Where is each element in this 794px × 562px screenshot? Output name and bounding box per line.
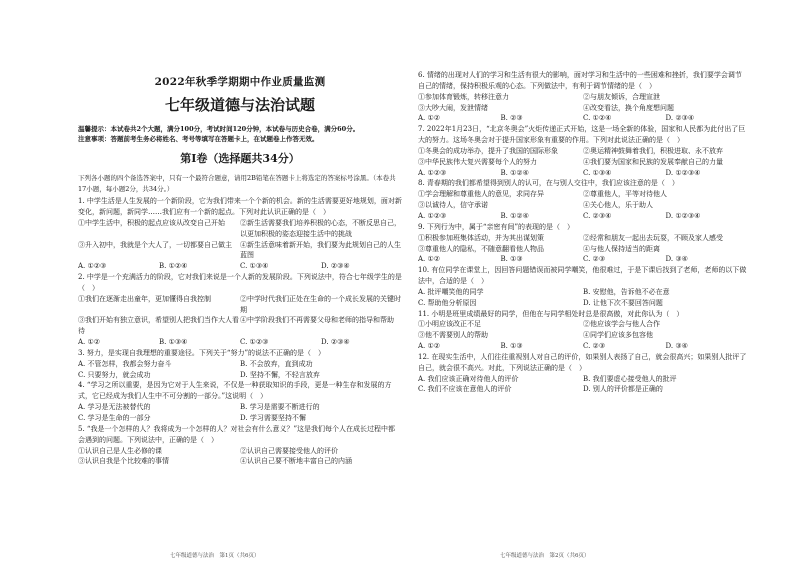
answer-choice: C. ①③④ <box>240 262 269 271</box>
question-option: ①小明应该改正不足 <box>418 320 481 329</box>
question-option: ③升入初中，我就是个大人了，一切都要自己做主 <box>78 240 232 249</box>
choice-row <box>418 254 748 265</box>
notice-line-2: 注意事项：答题前考生务必将姓名、考号等填写在答题卡上，在试题卷上作答无效。 <box>78 134 319 143</box>
answer-choice: A. ①②③ <box>418 168 447 177</box>
right-question-list <box>418 70 748 395</box>
answer-choice: A. ①② <box>418 114 441 123</box>
question-stem: 9. 下列行为中，属于“亲密有间”的表现的是（ ） <box>418 222 575 231</box>
footer-left: 七年级道德与法治 第1页（共6页） <box>170 553 260 559</box>
exam-title: 2022年秋季学期期中作业质量监测 <box>154 76 326 88</box>
question-option: ③尊重他人的隐私，不随意翻看他人物品 <box>418 244 544 253</box>
option-row <box>418 189 748 211</box>
answer-choice: D. ②③④ <box>321 338 350 347</box>
question-item <box>418 70 748 124</box>
question-option: A. 批评嘲笑他的同学 <box>418 287 484 296</box>
question-option: ③我们开始有独立意识，希望别人把我们当作大人看待 <box>78 316 239 336</box>
answer-choice: A. ①②③ <box>418 211 447 220</box>
question-option: B. 学习是需要不断进行的 <box>240 403 320 412</box>
question-item <box>78 380 402 423</box>
question-stem: 10. 有位同学在课堂上，因回答问题错误而被同学嘲笑，他很难过，于是下课后找到了老师，老师的以下做法中，合适的是（ ） <box>418 266 747 286</box>
question-option: D. 坚持不懈，不轻言放弃 <box>240 370 320 379</box>
option-row <box>78 402 402 424</box>
answer-choice: A. ①②③ <box>78 262 107 271</box>
question-option: ③中华民族伟大复兴需要每个人的努力 <box>418 157 537 166</box>
question-option: ①认识自己是人生必修的课 <box>78 446 162 455</box>
answer-choice: B. ②③ <box>500 114 523 123</box>
question-item <box>418 265 748 308</box>
question-option: ②他应该学会与他人合作 <box>583 320 660 329</box>
question-item <box>418 124 748 178</box>
choice-row <box>418 168 748 179</box>
question-stem: 11. 小明是班里成绩最好的同学，但他在与同学相处时总是很高傲，对此你认为（ ） <box>418 309 684 318</box>
question-option: ④认识自己要不断地丰富自己的内涵 <box>240 457 352 466</box>
answer-choice: D. ①②③④ <box>665 168 701 177</box>
answer-choice: D. ②③④ <box>665 114 695 123</box>
question-option: ②新生活需要我们培养积极的心态，不断反思自己，以更加积极的姿态迎接生活中的挑战 <box>240 218 401 238</box>
answer-choice: A. ①② <box>418 342 441 351</box>
question-option: D. 让他下次不要回答问题 <box>583 298 663 307</box>
answer-choice: B. ①②④ <box>500 168 529 177</box>
question-option: ④关心他人，乐于助人 <box>583 201 653 210</box>
answer-choice: C. ①②③ <box>240 338 269 347</box>
question-option: ②中学时代我们正处在生命的一个成长发展的关键时期 <box>240 294 401 314</box>
question-stem: 5. “我是一个怎样的人？我将成为一个怎样的人？对社会有什么意义？”这是我们每个人在成长过程中都会遇到的问题。下列说法中，正确的是（ ） <box>78 424 396 444</box>
question-option: ④中学阶段我们不再需要父母和老师的指导和帮助 <box>240 316 394 325</box>
question-option: ③大吵大闹，发泄情绪 <box>418 103 488 112</box>
question-option: B. 不会放弃，直到成功 <box>240 359 313 368</box>
answer-choice: C. ①③④ <box>583 168 612 177</box>
footer-right: 七年级道德与法治 第2页（共6页） <box>500 553 590 559</box>
question-item <box>418 178 748 221</box>
answer-choice: C. ②③ <box>583 342 606 351</box>
question-option: ①我们在逐渐走出童年，更加懂得自我控制 <box>78 294 211 303</box>
left-page <box>78 70 402 540</box>
answer-choice: D. ③④ <box>665 255 688 264</box>
question-stem: 7. 2022年1月23日，“北京冬奥会”火炬传递正式开始，这是一场全新的体验，国家和人民都为此付出了巨大的努力。这场冬奥会对于提升国家形象有重要的作用。下列对此说法正确的是（ ） <box>418 125 746 145</box>
option-row <box>78 359 402 381</box>
answer-choice: B. ①②④ <box>500 211 529 220</box>
question-option: ②与朋友倾诉，合理宣泄 <box>583 92 660 101</box>
question-option: D. 别人的评价都是正确的 <box>583 385 663 394</box>
choice-row <box>78 337 402 348</box>
question-option: ①参加体育锻炼，转移注意力 <box>418 92 509 101</box>
answer-choice: D. ①②③④ <box>665 211 701 220</box>
choice-row <box>418 113 748 124</box>
option-row <box>78 218 402 261</box>
choice-row <box>418 341 748 352</box>
question-option: ①积极参加班集体活动，并为其出谋划策 <box>418 233 544 242</box>
question-option: C. 学习是生命的一部分 <box>78 414 151 422</box>
instruction: 下列各小题的四个备选答案中，只有一个最符合题意，请用2B铅笔在答题卡上将选定的答案标号涂黑。（本卷共17小题，每小题2分，共34分。） <box>78 174 396 193</box>
question-item <box>418 309 748 352</box>
right-page <box>418 70 748 540</box>
question-option: ④与他人保持适当的距离 <box>583 244 660 253</box>
question-stem: 3. 努力，是实现自我理想的重要途径。下列关于“努力”的说法不正确的是（ ） <box>78 348 326 357</box>
question-item <box>78 196 402 272</box>
question-item <box>78 272 402 348</box>
option-row <box>418 319 748 341</box>
question-stem: 6. 情绪的出现对人们的学习和生活有很大的影响，面对学习和生活中的一些困难和挫折，我们要学会调节自己的情绪，保持积极乐观的心态。下列做法中，有利于调节情绪的是（ ） <box>418 71 742 90</box>
option-row <box>418 146 748 168</box>
answer-choice: C. ②③④ <box>583 211 612 220</box>
question-option: A. 我们应该正确对待他人的评价 <box>418 374 519 383</box>
question-option: C. 我们不应该在意他人的评价 <box>418 385 512 394</box>
answer-choice: D. ③④ <box>665 342 688 351</box>
question-option: ②经常和朋友一起出去玩耍，不顾及家人感受 <box>583 233 723 242</box>
part-title: 第Ⅰ卷（选择题共34分） <box>180 152 300 166</box>
question-stem: 2. 中学是一个充满活力的阶段，它对我们来说是一个人新的发展阶段。下列说法中，符合七年级学生的是（ ） <box>78 273 402 292</box>
question-item <box>418 352 748 395</box>
question-option: ④改变看法，换个角度想问题 <box>583 103 674 112</box>
question-option: C. 只要努力，就会成功 <box>78 370 151 379</box>
notice-line-1: 温馨提示：本试卷共2个大题，满分100分，考试时间120分钟，本试卷与历史合卷，满分60分。 <box>78 124 360 133</box>
answer-choice: B. ①③④ <box>159 338 188 347</box>
option-row <box>418 92 748 114</box>
left-question-list <box>78 196 402 467</box>
option-row <box>418 374 748 396</box>
option-row <box>78 294 402 337</box>
choice-row <box>418 211 748 222</box>
question-option: ①中学生活中，积极的起点应该从改变自己开始 <box>78 218 225 227</box>
answer-choice: A. ①② <box>418 255 441 264</box>
question-stem: 8. 青春期的我们都希望得到别人的认可，在与别人交往中，我们应该注意的是（ ） <box>418 179 679 188</box>
question-option: ②认识自己需要接受他人的评价 <box>240 446 338 455</box>
question-option: C. 帮助他分析原因 <box>418 298 477 307</box>
option-row <box>78 446 402 468</box>
question-option: B. 安慰他，告诉他不必在意 <box>583 287 670 296</box>
question-option: ④同学们应该多包容他 <box>583 331 653 340</box>
option-row <box>418 287 748 309</box>
answer-choice: D. ②③④ <box>321 262 350 271</box>
question-item <box>78 348 402 381</box>
answer-choice: C. ②③ <box>583 255 606 264</box>
question-option: ①冬奥会的成功举办，提升了我国的国际形象 <box>418 146 558 155</box>
question-stem: 1. 中学生活是人生发展的一个新阶段，它为我们带来一个个新的机会。新的生活需要更好地规划，面对新变化，新问题，新同学……我们应有一个新的起点。下列对此认识正确的是（ ） <box>78 197 402 216</box>
question-option: ③认识自我是个比较难的事情 <box>78 457 169 466</box>
question-stem: 12. 在现实生活中，人们往往重视别人对自己的评价，如果别人表扬了自己，就会很高兴；如果别人批评了自己，就会很不高兴。对此，下列说法正确的是（ ） <box>418 352 747 372</box>
question-option: ②尊重他人，平等对待他人 <box>583 190 667 199</box>
answer-choice: A. ①② <box>78 338 101 347</box>
question-option: A. 学习是无法被替代的 <box>78 403 151 412</box>
subject-title: 七年级道德与法治试题 <box>164 96 315 115</box>
question-option: ②奥运精神鼓舞着我们，积极进取、永不放弃 <box>583 146 723 155</box>
question-item <box>78 424 402 467</box>
question-option: A. 不管怎样，我都会努力奋斗 <box>78 359 172 368</box>
question-item <box>418 222 748 265</box>
question-option: ④新生活意味着新开始，我们要为此规划自己的人生蓝图 <box>240 240 401 260</box>
question-option: ①学会理解和尊重他人的意见，求同存异 <box>418 190 544 199</box>
answer-choice: B. ①③ <box>500 342 523 351</box>
question-option: ④我们要为国家和民族的发展奉献自己的力量 <box>583 157 723 166</box>
question-option: ③以诚待人，信守承诺 <box>418 201 488 210</box>
answer-choice: B. ①②④ <box>159 262 188 271</box>
question-option: D. 学习需要坚持不懈 <box>240 414 306 422</box>
answer-choice: B. ①③ <box>500 255 523 264</box>
answer-choice: C. ①②④ <box>583 114 612 123</box>
question-stem: 4. “学习之所以重要，是因为它对于人生来说，不仅是一种获取知识的手段，更是一种生存和发展的方式，它已经成为我们人生中不可分割的一部分。”这说明（ ） <box>78 381 392 401</box>
question-option: B. 我们要虚心接受他人的批评 <box>583 374 677 383</box>
choice-row <box>78 261 402 272</box>
option-row <box>418 233 748 255</box>
question-option: ③他不需要别人的帮助 <box>418 331 488 340</box>
